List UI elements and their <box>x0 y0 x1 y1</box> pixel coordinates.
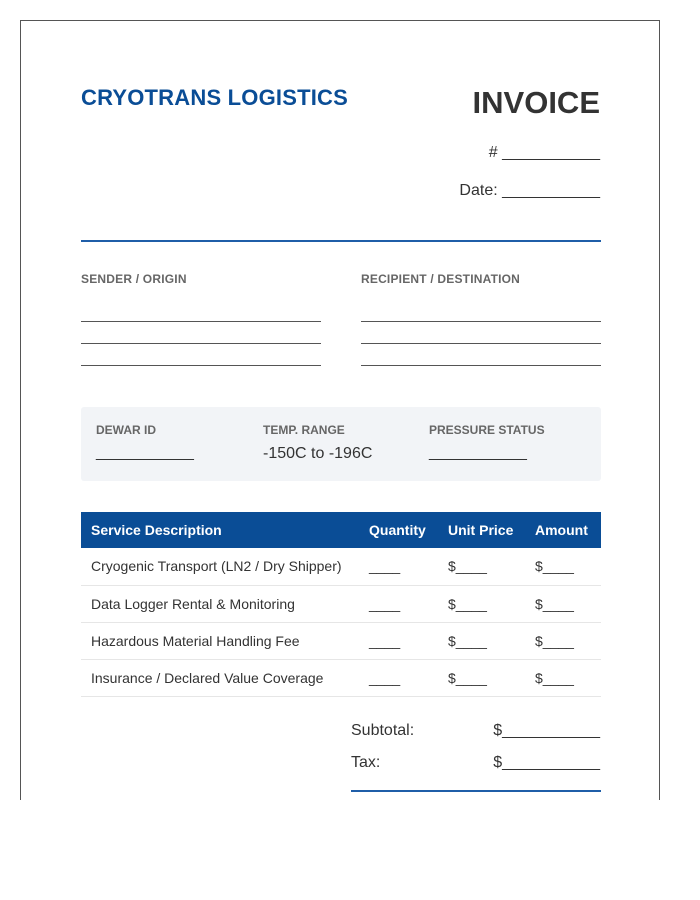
row-description: Insurance / Declared Value Coverage <box>81 659 359 696</box>
table-row <box>81 585 601 622</box>
company-name: CRYOTRANS LOGISTICS <box>81 85 348 110</box>
tax-field[interactable]: $___________ <box>493 754 600 771</box>
sender-line-3[interactable] <box>81 365 321 366</box>
dewar-id-label: DEWAR ID <box>96 423 156 437</box>
pressure-status-field[interactable]: ___________ <box>429 444 527 461</box>
sender-label: SENDER / ORIGIN <box>81 272 187 286</box>
row-amount-field[interactable]: $____ <box>525 622 601 659</box>
invoice-number-field[interactable]: # ___________ <box>488 144 600 161</box>
invoice-date-field[interactable]: Date: ___________ <box>459 182 600 199</box>
invoice-title: INVOICE <box>472 85 600 120</box>
row-unit-price-field[interactable]: $____ <box>438 585 525 622</box>
sender-line-2[interactable] <box>81 343 321 344</box>
table-row <box>81 659 601 696</box>
row-amount-field[interactable]: $____ <box>525 659 601 696</box>
table-header-row <box>81 512 601 548</box>
temp-range-value: -150C to -196C <box>263 445 373 462</box>
header-quantity: Quantity <box>359 512 438 548</box>
table-row <box>81 622 601 659</box>
table-row <box>81 548 601 585</box>
temp-range-label: TEMP. RANGE <box>263 423 345 437</box>
row-description: Cryogenic Transport (LN2 / Dry Shipper) <box>81 548 359 585</box>
pressure-status-label: PRESSURE STATUS <box>429 423 545 437</box>
recipient-line-3[interactable] <box>361 365 601 366</box>
row-quantity-field[interactable]: ____ <box>359 622 438 659</box>
row-quantity-field[interactable]: ____ <box>359 659 438 696</box>
header-unit-price: Unit Price <box>438 512 525 548</box>
service-items-table <box>81 512 601 697</box>
row-unit-price-field[interactable]: $____ <box>438 622 525 659</box>
row-quantity-field[interactable]: ____ <box>359 585 438 622</box>
header-service-description: Service Description <box>81 512 359 548</box>
sender-line-1[interactable] <box>81 321 321 322</box>
header-divider <box>81 240 601 242</box>
totals-divider <box>351 790 601 792</box>
recipient-label: RECIPIENT / DESTINATION <box>361 272 521 286</box>
shipment-details-panel <box>81 407 601 481</box>
tax-label: Tax: <box>351 754 381 771</box>
recipient-line-2[interactable] <box>361 343 601 344</box>
recipient-line-1[interactable] <box>361 321 601 322</box>
subtotal-label: Subtotal: <box>351 722 415 739</box>
row-amount-field[interactable]: $____ <box>525 585 601 622</box>
row-quantity-field[interactable]: ____ <box>359 548 438 585</box>
row-description: Hazardous Material Handling Fee <box>81 622 359 659</box>
row-unit-price-field[interactable]: $____ <box>438 548 525 585</box>
row-unit-price-field[interactable]: $____ <box>438 659 525 696</box>
invoice-page <box>20 20 660 800</box>
dewar-id-field[interactable]: ___________ <box>96 444 194 461</box>
row-description: Data Logger Rental & Monitoring <box>81 585 359 622</box>
header-amount: Amount <box>525 512 601 548</box>
subtotal-field[interactable]: $___________ <box>493 722 600 739</box>
row-amount-field[interactable]: $____ <box>525 548 601 585</box>
